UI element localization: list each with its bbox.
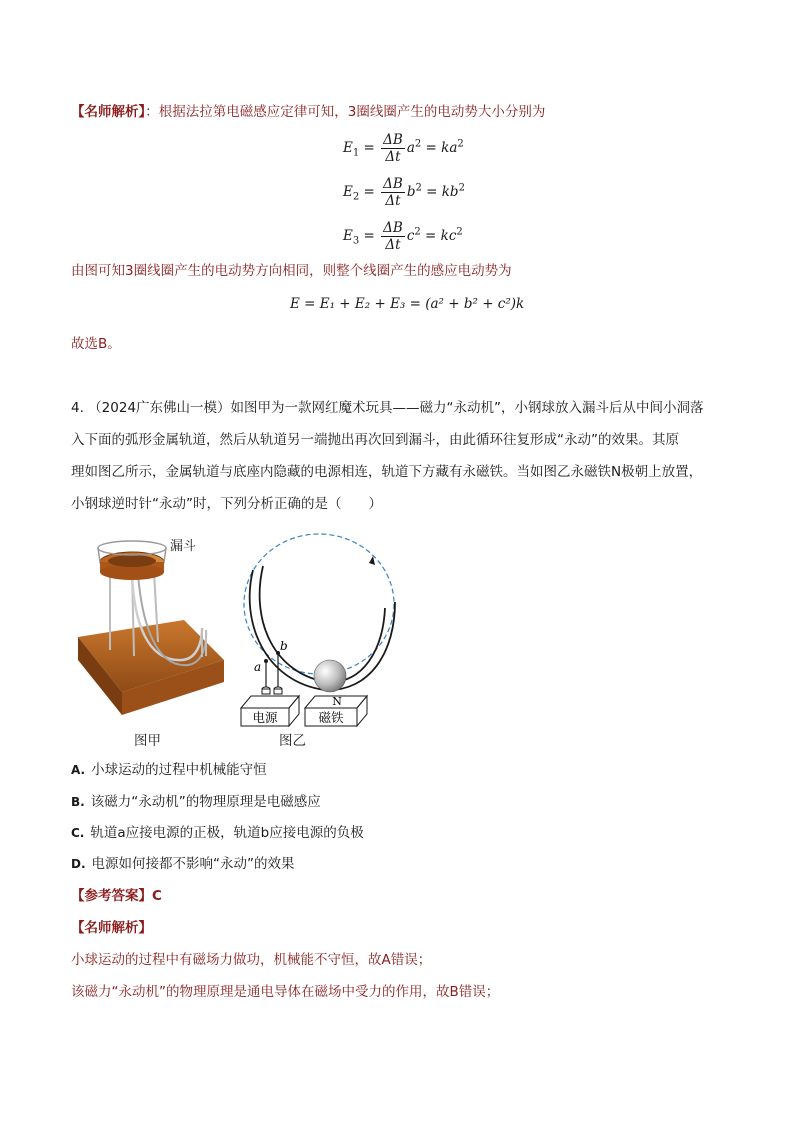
analysis-answer: 故选B。 bbox=[71, 336, 121, 352]
formula-e3: $E_3$ = $\frac{\Delta B}{\Delta t}$ $c^2 = kc^2$ bbox=[343, 220, 463, 253]
question-line-1: 4. （2024广东佛山一模）如图甲为一款网红魔术玩具——磁力“永动机”，小钢球放入漏斗后从中间小洞落 bbox=[71, 400, 704, 416]
analysis2-tag: 【名师解析】 bbox=[71, 920, 152, 936]
formula-total: E = E₁ + E₂ + E₃ = (a² + b² + c²)k bbox=[290, 296, 525, 312]
analysis-tag: 【名师解析】 bbox=[71, 104, 146, 120]
reference-value: C bbox=[152, 888, 162, 904]
analysis-intro-text: ：根据法拉第电磁感应定律可知，3圈线圈产生的电动势大小分别为 bbox=[145, 104, 546, 120]
label-a: a bbox=[254, 660, 262, 674]
figure-yi-diagram bbox=[235, 532, 405, 727]
question-line-4: 小钢球逆时针“永动”时，下列分析正确的是（ ） bbox=[71, 496, 382, 512]
question-line-2: 入下面的弧形金属轨道，然后从轨道另一端抛出再次回到漏斗，由此循环往复形成“永动”的效果。其原 bbox=[71, 432, 679, 448]
option-b: B. 该磁力“永动机”的物理原理是电磁感应 bbox=[71, 794, 321, 810]
analysis2-line-2: 该磁力“永动机”的物理原理是通电导体在磁场中受力的作用，故B错误； bbox=[71, 984, 500, 1000]
figure-jia-photo bbox=[72, 532, 232, 727]
analysis-conclusion: 由图可知3圈线圈产生的电动势方向相同，则整个线圈产生的感应电动势为 bbox=[71, 263, 512, 279]
caption-yi: 图乙 bbox=[279, 733, 306, 749]
analysis2-line-1: 小球运动的过程中有磁场力做功，机械能不守恒，故A错误； bbox=[71, 952, 432, 968]
option-a: A. 小球运动的过程中机械能守恒 bbox=[71, 762, 267, 778]
funnel-label: 漏斗 bbox=[170, 539, 197, 554]
formula-e1: $E_1$ = $\frac{\Delta B}{\Delta t}$ $a^2 = ka^2$ bbox=[343, 132, 464, 165]
question-line-3: 理如图乙所示，金属轨道与底座内隐藏的电源相连，轨道下方藏有永磁铁。当如图乙永磁铁N极朝上放置， bbox=[71, 464, 703, 480]
formula-e2: $E_2$ = $\frac{\Delta B}{\Delta t}$ $b^2 = kb^2$ bbox=[343, 176, 465, 209]
option-d: D. 电源如何接都不影响“永动”的效果 bbox=[71, 856, 295, 872]
label-b: b bbox=[280, 639, 288, 653]
reference-answer bbox=[71, 886, 162, 906]
power-label: 电源 bbox=[252, 710, 278, 725]
magnet-label: 磁铁 bbox=[318, 710, 344, 725]
pole-label: N bbox=[332, 695, 342, 708]
reference-tag: 【参考答案】 bbox=[71, 888, 152, 904]
analysis-intro bbox=[71, 102, 545, 122]
steel-ball bbox=[314, 660, 346, 692]
option-c: C. 轨道a应接电源的正极，轨道b应接电源的负极 bbox=[71, 825, 364, 841]
caption-jia: 图甲 bbox=[134, 733, 161, 749]
